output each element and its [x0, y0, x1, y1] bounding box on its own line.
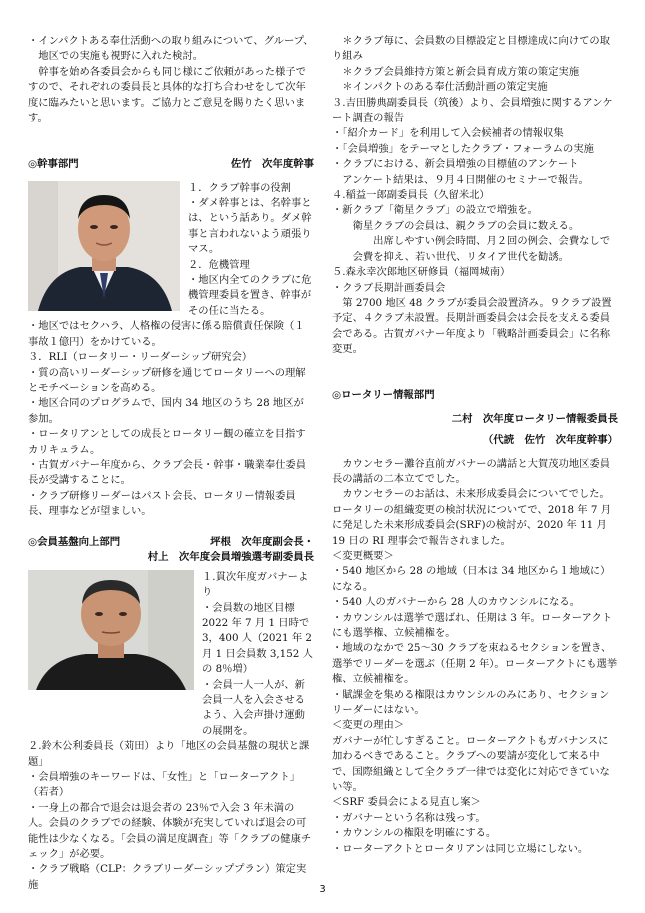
intro-line-2: 幹事を始め各委員会からも同じ様にご依頼があった様子ですので、それぞれの委員長と具体的な打ち合わせをして次年度に臨みたいと思います。ご協力とご意見を賜りたく思います。 [28, 65, 306, 125]
joho-body-10: ガバナーが忙しすぎること。ローターアクトもガバナンスに加わるべきであること。クラブへの要請が変化して来る中で、国際組織として全クラブ一律では変化に対応できていない等。 [332, 734, 610, 794]
kaiin-wrap-3: ・会員一人一人が、新会員一人を入会させるよう、入会声掛け運動の展開を。 [202, 678, 305, 737]
section-header-joho [332, 388, 618, 403]
page-number: 3 [319, 884, 326, 895]
photo-vice-president [28, 570, 194, 690]
right-top-13: ５.森永幸次郎地区研修員（福岡城南） [332, 266, 511, 279]
kaiin-after-2: ・会員増強のキーワードは、「女性」と「ローターアクト」（若者） [28, 771, 301, 799]
kaiin-after-4: ・クラブ戦略（CLP：クラブリーダーシッププラン）策定実施 [28, 863, 307, 891]
joho-body-1: カウンセラー灘谷直前ガバナーの講話と大賀茂功地区委員長の講話の二本立てでした。 [332, 457, 611, 485]
section-person: 坪根 次年度副会長・ [210, 535, 314, 548]
kanji-after-4: ・地区合同のプログラムで、国内 34 地区のうち 28 地区が参加。 [28, 397, 304, 425]
joho-body-11: ＜SRF 委員会による見直し案＞ [332, 796, 481, 809]
right-top-1: ＊クラブ毎に、会員数の目標設定と目標達成に向けての取り組み [332, 35, 611, 63]
right-top-7: ・クラブにおける、新会員増強の目標値のアンケート [332, 158, 579, 171]
intro-line-1: ・インパクトある奉仕活動への取り組みについて、グループ、地区での実施も視野に入れた検討。 [28, 35, 314, 63]
right-top-11: 衛星クラブの会員は、親クラブの会員に数える。 [332, 219, 580, 232]
right-top-2: ＊クラブ会員維持方策と新会員育成方策の策定実施 [332, 65, 580, 78]
person-photo-icon [28, 570, 194, 690]
right-top-10: ・新クラブ「衛星クラブ」の設立で増強を。 [332, 204, 538, 217]
photo-secretary [28, 181, 180, 311]
kanji-wrap-2: ・ダメ幹事とは、名幹事とは、という話あり。ダメ幹事と言われないよう頑張りマス。 [188, 197, 312, 256]
section-person-2: 村上 次年度会員増強選考副委員長 [147, 551, 314, 564]
section-person-2: （代読 佐竹 次年度幹事） [482, 434, 618, 447]
right-top-5: ・「紹介カード」を利用して入会候補者の情報収集 [332, 127, 564, 140]
right-column [332, 34, 618, 857]
kanji-after-6: ・古賀ガバナー年度から、クラブ会長・幹事・職業奉仕委員長が受講することに。 [28, 458, 307, 487]
right-top-6: ・「会員増強」をテーマとしたクラブ・フォーラムの実施 [332, 142, 594, 155]
person-photo-icon [28, 181, 180, 311]
kanji-after-5: ・ロータリアンとしての成長とロータリー観の確立を目指すカリキュラム。 [28, 428, 306, 456]
section-header-kanji [28, 157, 314, 172]
kanji-after-2: ３．RLI（ロータリー・リーダーシップ研究会） [28, 351, 253, 364]
section-title: ◎ロータリー情報部門 [332, 389, 435, 402]
right-top-8: アンケート結果は、９月４日開催のセミナーで報告。 [332, 173, 589, 186]
right-top-15: 第 2700 地区 48 クラブが委員会設置済み。９クラブ設置予定、４クラブ未設置。長期計画委員会は会長を支える委員会である。古賀ガバナー年度より「戦略計画委員会」に名称変更。 [332, 296, 612, 356]
kanji-wrap-4: ・地区内全てのクラブに危機管理委員を置き、幹事がその任に当たる。 [188, 274, 312, 317]
kanji-after-3: ・質の高いリーダーシップ研修を通じてロータリーへの理解とモチベーションを高める。 [28, 366, 306, 394]
right-top-14: ・クラブ長期計画委員会 [332, 281, 446, 294]
joho-body-12: ・ガバナーという名称は残っす。 [332, 811, 486, 824]
section-header-kaiin [28, 535, 314, 550]
right-top-3: ＊インパクトのある奉仕活動計画の策定実施 [332, 81, 548, 94]
joho-body-7: ・地域のなかで 25～30 クラブを束ねるセクションを置き、選挙でリーダーを選ぶ（任期 2 年）。ローターアクトにも選挙権、立候補権を。 [332, 642, 618, 686]
right-top-12: 出席しやすい例会時間、月２回の例会、会費なしで会費を抑え、若い世代、リタイア世代を勧誘。 [352, 235, 611, 263]
joho-body-5: ・540 人のガバナーから 28 人のカウンシルになる。 [332, 596, 580, 609]
kaiin-wrap-1: １.貫次年度ガバナーより [202, 570, 309, 599]
section-title: ◎幹事部門 [28, 158, 79, 171]
kanji-after-7: ・クラブ研修リーダーはパスト会長、ロータリー情報委員長、理事などが望ましい。 [28, 489, 296, 518]
joho-body-13: ・カウンシルの権限を明確にする。 [332, 827, 497, 840]
joho-body-14: ・ローターアクトとロータリアンは同じ立場にしない。 [332, 842, 589, 855]
kaiin-after-1: ２.鈴木公利委員長（苅田）より「地区の会員基盤の現状と課題」 [28, 740, 310, 768]
section-person: 二村 次年度ロータリー情報委員長 [451, 412, 618, 425]
joho-body-3: ＜変更概要＞ [332, 549, 394, 562]
joho-body-2: カウンセラーのお話は、未来形成委員会についてでした。ロータリーの組織変更の検討状況についてで、2018 年 7 月に発足した未来形成委員会(SRF)の検討が、2020 年 11 月 19 日の RI 理事会で報告されました。 [332, 488, 611, 547]
joho-body-4: ・540 地区から 28 の地域（日本は 34 地区から１地域に）になる。 [332, 565, 611, 593]
joho-body-6: ・カウンシルは選挙で選ばれ、任期は 3 年。ローターアクトにも選挙権、立候補権を。 [332, 611, 613, 639]
right-top-9: ４.稲益一郎副委員長（久留米北） [332, 189, 490, 202]
section-title: ◎会員基盤向上部門 [28, 535, 121, 548]
joho-body-8: ・賦課金を集める権限はカウンシルのみにあり、セクションリーダーにはない。 [332, 688, 610, 717]
right-top-4: ３.吉田勝典副委員長（筑後）より、会員増強に関するアンケート調査の報告 [332, 96, 613, 125]
kaiin-wrap-2: ・会員数の地区目標2022 年 7 月 1 日時で 3，400 人（2021 年 2月 1 日会員数 3,152 人の 8％増） [202, 601, 313, 676]
kanji-wrap-1: １．クラブ幹事の役割 [188, 181, 291, 194]
kanji-wrap-3: ２．危機管理 [188, 258, 250, 271]
kaiin-after-3: ・一身上の都合で退会は退会者の 23％で入会 3 年未満の人。会員のクラブでの経験、体験が充実していれば退会の可能性は少なくなる。「会員の満足度調査」等「クラブの健康チェック」が必要。 [28, 801, 312, 861]
kanji-after-1: ・地区ではセクハラ、人格権の侵害に係る賠償責任保険（１事故１億円）をかけている。 [28, 320, 305, 348]
joho-body-9: ＜変更の理由＞ [332, 719, 405, 732]
left-column [28, 34, 314, 893]
section-person: 佐竹 次年度幹事 [230, 158, 314, 171]
